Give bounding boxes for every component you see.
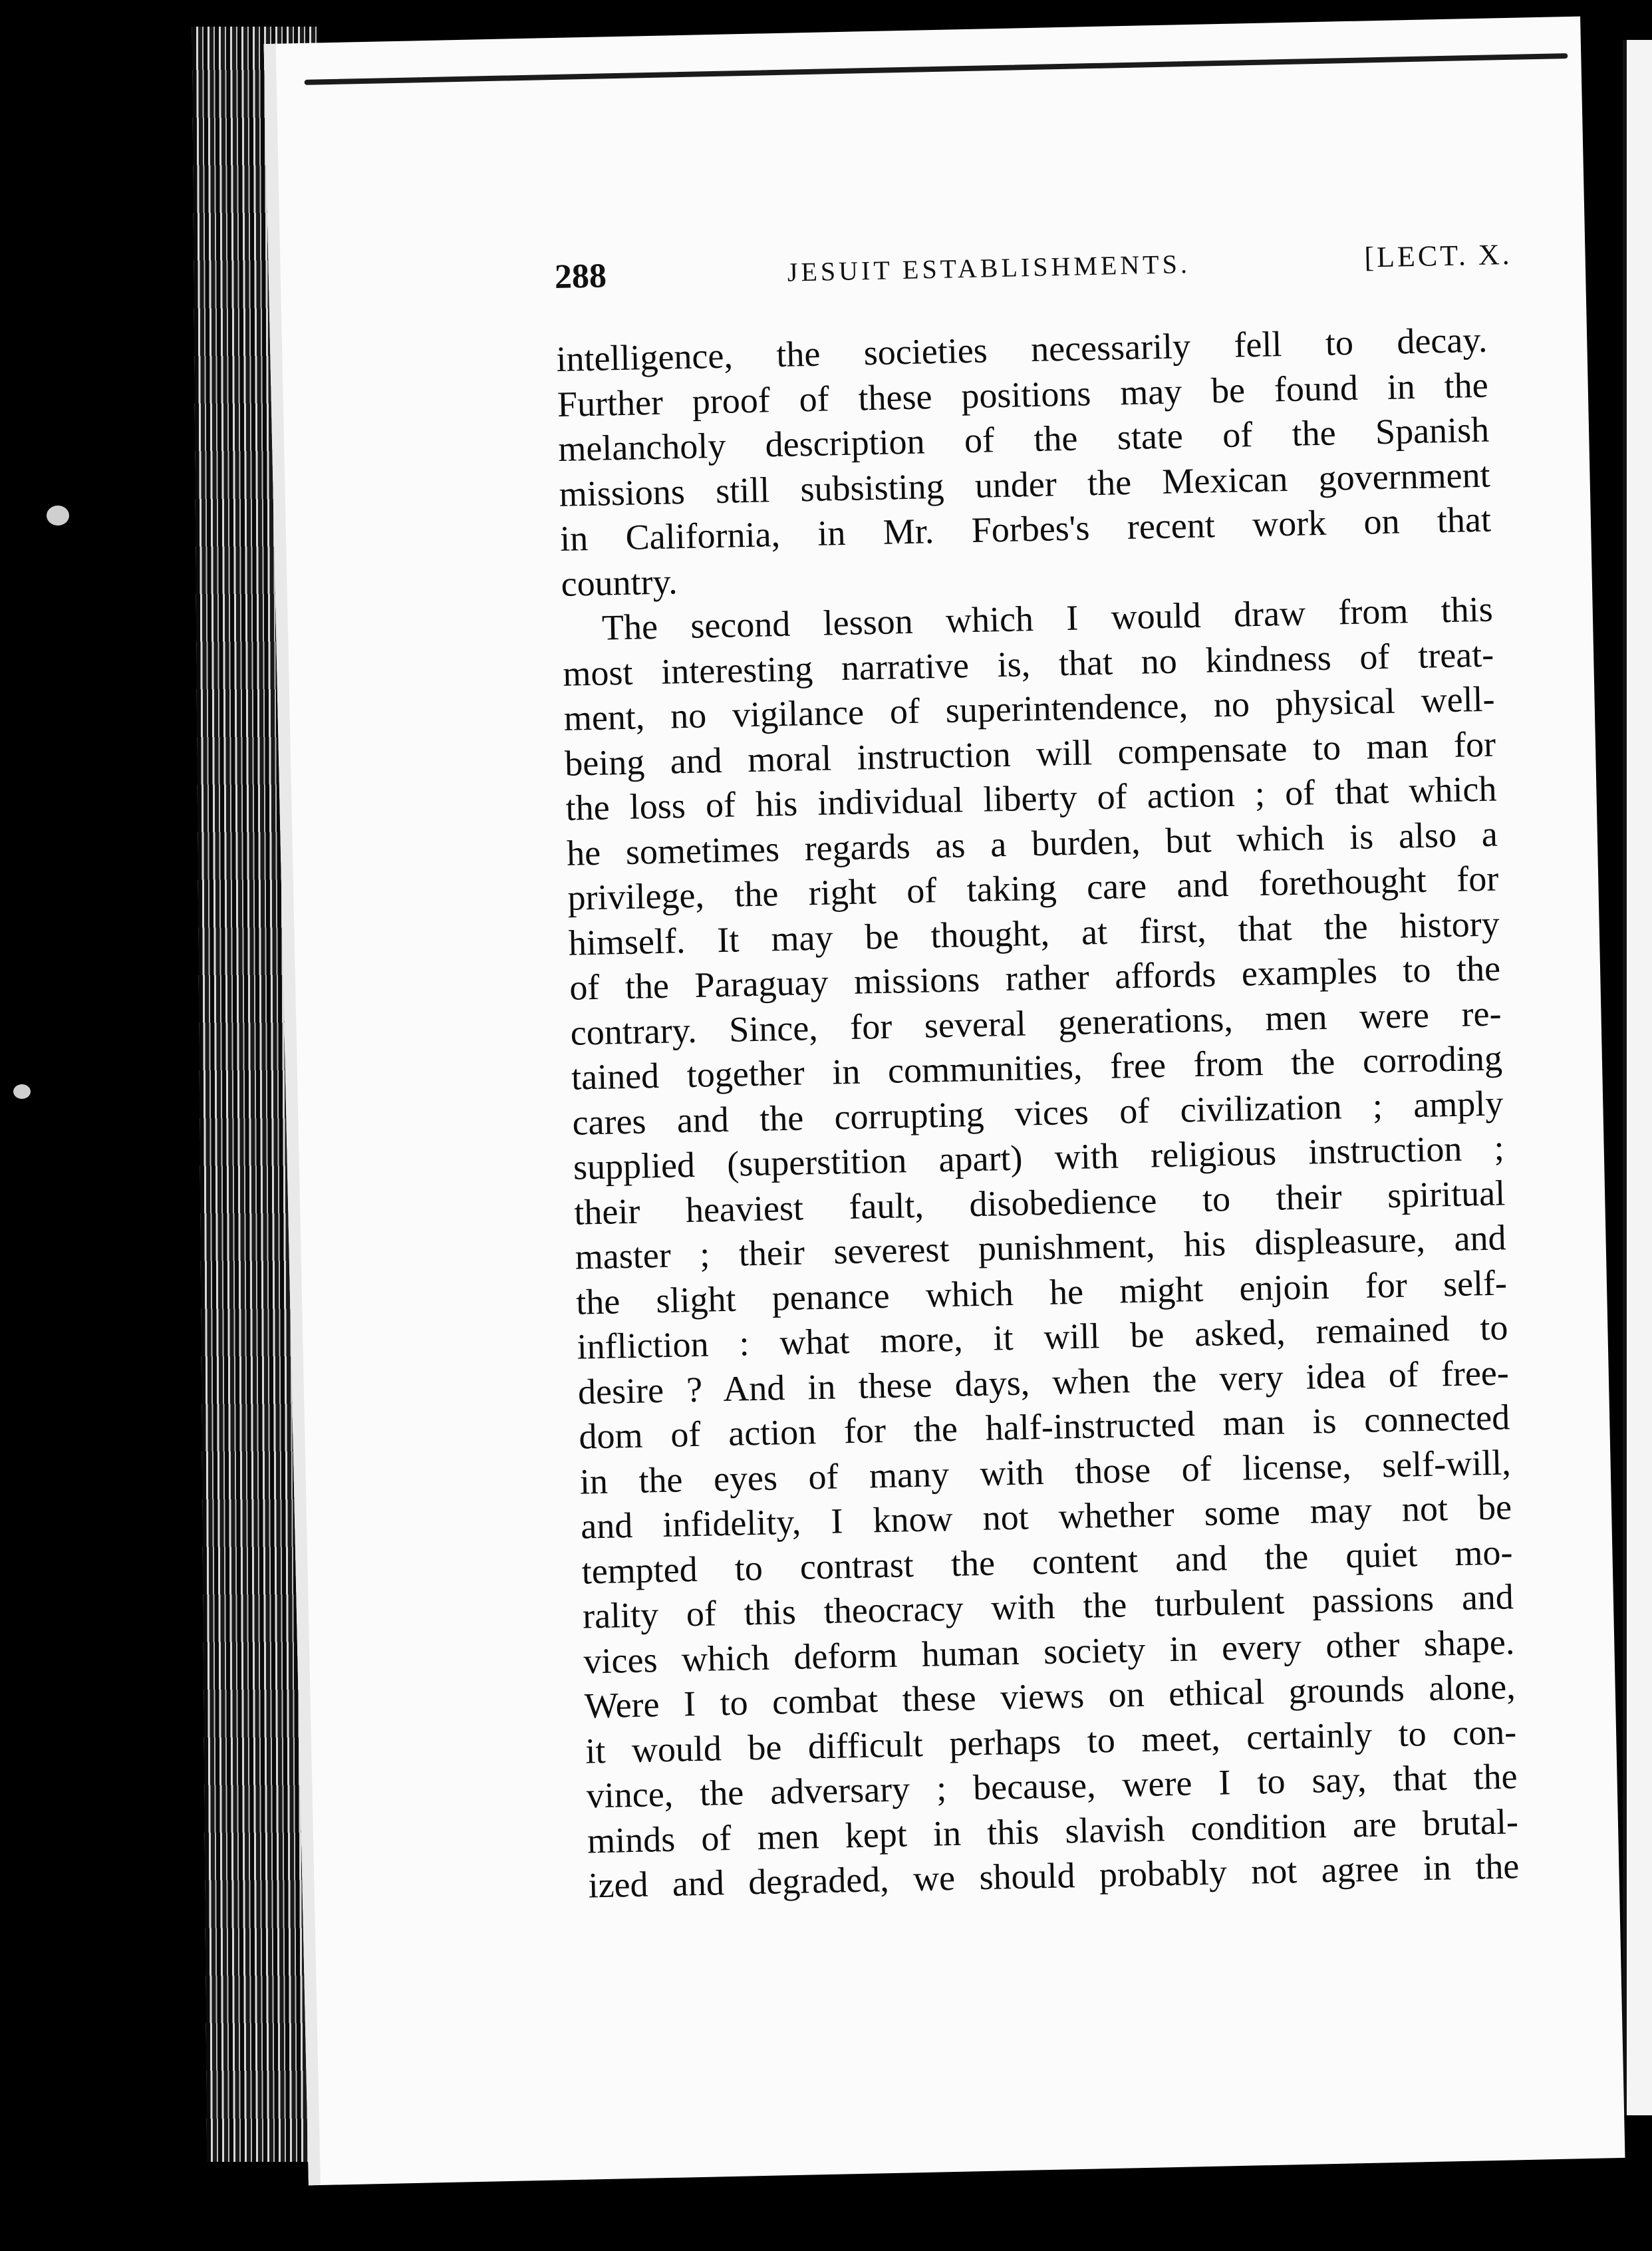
body-text (556, 318, 1520, 1908)
text-line: cares and the corrupting vices of civilization ; amply (571, 1082, 1504, 1143)
text-line: minds of men kept in this slavish condition are brutal- (587, 1801, 1519, 1861)
text-line: dom of action for the half-instructed man is connected (578, 1397, 1510, 1457)
text-line: most interesting narrative is, that no kindness of treat- (562, 634, 1494, 694)
text-line: desire ? And in these days, when the very idea of free- (577, 1352, 1510, 1412)
text-line: Were I to combat these views on ethical grounds alone, (584, 1666, 1516, 1726)
text-line: being and moral instruction will compensate to man for (564, 724, 1496, 784)
text-line: tained together in communities, free from the corroding (571, 1038, 1503, 1098)
text-line: their heaviest fault, disobedience to their spiritual (573, 1172, 1506, 1233)
text-line: supplied (superstition apart) with religious instruction ; (573, 1127, 1505, 1187)
text-line: in California, in Mr. Forbes's recent work on that (559, 499, 1492, 559)
text-line: melancholy description of the state of the Spanish (557, 409, 1490, 469)
text-line: infliction : what more, it will be asked, remained to (576, 1307, 1508, 1367)
text-line: master ; their severest punishment, his displeasure, and (575, 1217, 1507, 1277)
text-line: tempted to contrast the content and the quiet mo- (581, 1531, 1514, 1592)
text-line: vices which deform human society in every other shape. (583, 1621, 1515, 1682)
text-line: ment, no vigilance of superintendence, no physical well- (563, 678, 1496, 738)
text-line: the loss of his individual liberty of action ; of that which (565, 768, 1497, 828)
running-header (554, 237, 1512, 297)
text-line: Further proof of these positions may be found in the (557, 365, 1489, 424)
facing-page-edge (1623, 40, 1652, 2115)
text-line: rality of this theocracy with the turbulent passions and (582, 1576, 1514, 1636)
text-line: he sometimes regards as a burden, but which is also a (566, 813, 1498, 873)
text-line: privilege, the right of taking care and forethought for (567, 858, 1499, 918)
text-line: country. (560, 561, 678, 604)
scan-speck (13, 1084, 31, 1099)
text-line: himself. It may be thought, at first, that the history (568, 903, 1500, 963)
text-line: vince, the adversary ; because, were I to say, that the (586, 1756, 1518, 1816)
text-line: intelligence, the societies necessarily fell to decay. (555, 319, 1488, 379)
text-line: and infidelity, I know not whether some may not be (580, 1487, 1512, 1547)
running-title: JESUIT ESTABLISHMENTS. (787, 248, 1191, 287)
chapter-reference: [LECT. X. (1363, 237, 1513, 274)
scan-speck (47, 506, 69, 525)
text-line: The second lesson which I would draw from this (601, 589, 1494, 648)
text-line: it would be difficult perhaps to meet, certainly to con- (585, 1711, 1517, 1771)
text-line: missions still subsisting under the Mexican government (559, 454, 1491, 514)
text-line: ized and degraded, we should probably not agree in the (587, 1846, 1520, 1906)
text-line: the slight penance which he might enjoin for self- (575, 1262, 1508, 1322)
text-line: contrary. Since, for several generations, men were re- (570, 992, 1502, 1053)
text-line: in the eyes of many with those of license, self-will, (579, 1441, 1512, 1502)
text-line: of the Paraguay missions rather affords examples to the (569, 948, 1501, 1008)
page-number: 288 (554, 257, 607, 296)
page-content (263, 17, 1625, 2186)
